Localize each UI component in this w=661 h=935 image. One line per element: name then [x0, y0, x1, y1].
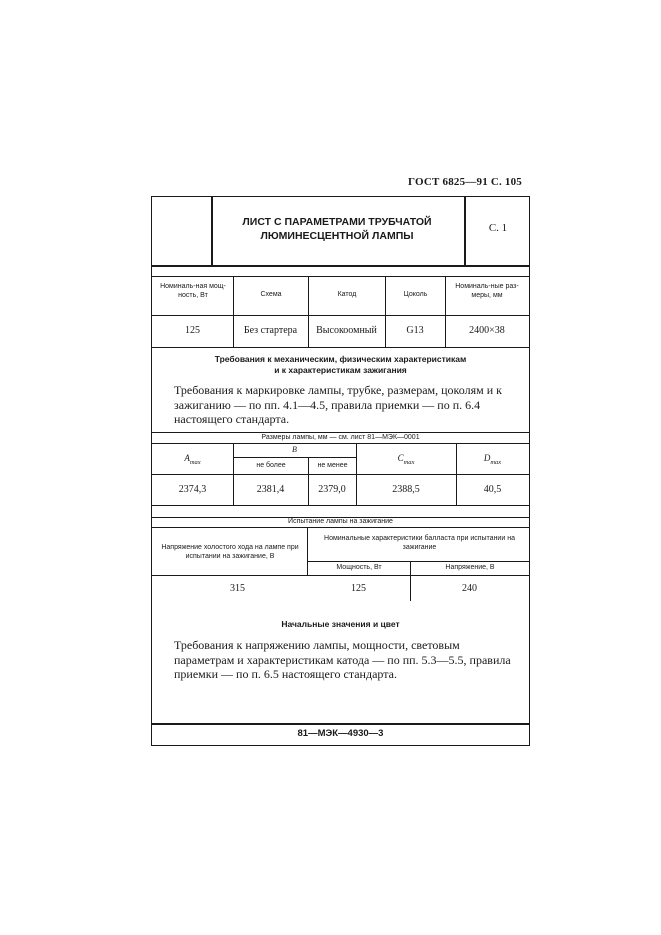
table2-header-b: B — [292, 445, 297, 454]
table2-header-a: $A_{max}$ — [184, 453, 201, 466]
table2-cell-a: 2374,3 — [178, 484, 207, 495]
table3-header-ballast: Номинальные характеристики балласта при испытании на зажигание — [324, 535, 515, 551]
table2-cell-b-max: 2381,4 — [256, 484, 285, 495]
table1-cell-scheme: Без стартера — [243, 325, 298, 336]
table3-header-power: Мощность, Вт — [336, 564, 382, 571]
table2-cell-b-min: 2379,0 — [318, 484, 346, 495]
table3-caption: Испытание лампы на зажигание — [288, 518, 393, 525]
table1-cell-power: 125 — [185, 325, 200, 336]
table1-cell-base: G13 — [406, 325, 424, 336]
table3-cell-ballast-voltage: 240 — [462, 583, 477, 594]
table3-header-voltage: Напряжение холостого хода на лампе при испытании на зажигание, В — [161, 544, 299, 560]
table2-header-b-min: не менее — [317, 462, 348, 469]
initial-heading: Начальные значения и цвет — [281, 619, 400, 629]
mech-heading — [152, 354, 529, 376]
footer-rule — [152, 723, 529, 725]
mech-heading-line1: Требования к механическим, физическим характеристикам — [214, 354, 467, 364]
sheet-code: 81—МЭК—4930—3 — [297, 728, 384, 739]
gost-reference: ГОСТ 6825—91 С. 105 — [408, 176, 522, 188]
table2-header-d: $D_{max}$ — [483, 453, 502, 466]
table3-cell-power: 125 — [351, 583, 366, 594]
parameter-sheet — [151, 196, 530, 746]
table1-header-base: Цоколь — [403, 291, 428, 298]
mech-heading-line2: и к характеристикам зажигания — [274, 365, 407, 375]
sheet-title-line1: ЛИСТ С ПАРАМЕТРАМИ ТРУБЧАТОЙ — [242, 216, 432, 228]
table1-cell-cathode: Высокоомный — [316, 325, 377, 336]
table2-header-b-max: не более — [256, 462, 286, 469]
title-divider-right — [464, 197, 466, 265]
table1-header-power: Номиналь-ная мощ-ность, Вт — [160, 283, 226, 299]
table2-header-c: $C_{max}$ — [397, 453, 415, 466]
initial-text: Требования к напряжению лампы, мощности, световым параметрам и характеристикам катода — по пп. 5.3—5.5, правила приемки — по п. 6.5 настоящего стандарта. — [174, 638, 511, 681]
sheet-title-line2: ЛЮМИНЕСЦЕНТНОЙ ЛАМПЫ — [260, 230, 414, 242]
table1-header-cathode: Катод — [337, 291, 357, 298]
table2-caption: Размеры лампы, мм — см. лист 81—МЭК—0001 — [261, 434, 420, 441]
table2-cell-c: 2388,5 — [392, 484, 420, 495]
table2-cell-d: 40,5 — [483, 484, 502, 495]
table3-cell-voltage: 315 — [230, 583, 245, 594]
title-bottom-rule — [152, 265, 529, 267]
sheet-number: С. 1 — [488, 222, 508, 234]
sheet-title — [212, 215, 462, 243]
table1-header-dimensions: Номиналь-ные раз-меры, мм — [455, 283, 519, 299]
table1-header-scheme: Схема — [260, 291, 282, 298]
table3-header-ballast-voltage: Напряжение, В — [445, 564, 495, 571]
table1-cell-dimensions: 2400×38 — [469, 325, 505, 336]
mech-text: Требования к маркировке лампы, трубке, размерам, цоколям и к зажиганию — по пп. 4.1—4.5, правила приемки — по п. 6.4 настоящего стандарта. — [174, 383, 502, 426]
